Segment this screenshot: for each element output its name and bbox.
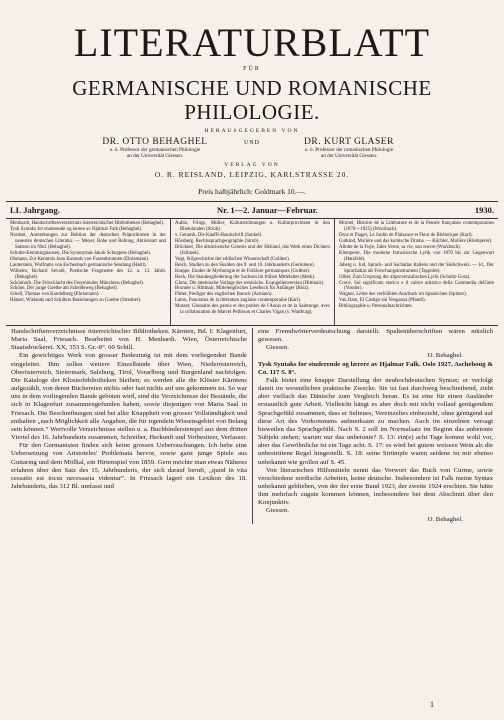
article-column-right [252,328,498,524]
toc-entry: Brückner, Die altsächsische Genesis und der Heliand, das Werk eines Dichters (Jellinek). [174,244,330,256]
publisher: O. R. REISLAND, LEIPZIG, KARLSTRASSE 20. [154,170,350,179]
toc-column-3 [334,219,498,325]
edited-by-label: HERAUSGEGEBEN VON [204,128,300,134]
toc-entry: Wagner, Lehre des verblühten Ausdruck im Spanischen (Spitzer). [338,292,467,298]
toc-column-1 [6,219,170,325]
toc-entry: Schöne, Der junge Goethe am Scheideweg (Behaghel). [10,286,118,292]
journal-page [6,0,498,720]
editor-right-name: DR. KURT GLASER [304,137,394,147]
editor-left [80,137,230,159]
toc-entry: Krappe, Etudes de Mythologie et de Folklore germaniques (Golther). [174,268,311,274]
article-column-left [6,328,252,524]
divider [6,325,498,326]
toc-entry: Bibliographie u. Personalnachrichten. [338,304,413,310]
title-connector: FÜR [243,66,261,72]
issue-number: Nr. 1—2. Januar—Februar. [217,205,318,215]
toc-entry: Olliet, Zum Ursprung der altprovenzalischen Lyrik (Schultz-Gora). [338,274,471,280]
paragraph: Für den Germanisten finden sich keine grossen Ueberraschungen. Ich hebe eine Uebersetzung von Aristoteles' Problemata hervor, sowie ganz junge Spiele aus Guttaring und dem Mölltal, ein Hirtenspiel von 1859. Gern möchte man etwas Näheres erfahren über den Satz des 15. Jahrhunderts, der sich darauf beruft, „quod in vita cessatio est iocus necessaria videntur“. In Friesach lagert ein Lexikon des 18. Jahrhunderts, das 312 Bl. umfasst und [11,442,247,490]
toc-entry: Schönbach, Die Fröschlacht des Freymondes Münchens (Behaghel). [10,280,144,286]
toc-entry: Jaberg u. Jud, Sprach- und Sachatlas Italiens und der Südschweiz. — Id., Der Sprachatlas als Forschungsinstrument (Tappolet). [338,262,494,274]
volume: LI. Jahrgang. [10,205,60,215]
article-body [6,328,498,524]
toc-entry: Schulte-Kemminghausen, Die Synonymat-Jakob Schoppers (Behaghel). [10,250,152,256]
issue-line [6,202,498,218]
toc-entry: Vogt, Stilgeschichte der eddischen Wissenschaft (Golther). [174,256,290,262]
place-line: Giessen. [266,507,290,515]
toc-entry: Aubin, Frings, Müller, Kulturströmungen u. Kulturprovinzen in den Rheinlanden (Strob). [174,221,330,232]
toc-column-2 [170,219,334,325]
editor-right [274,137,424,159]
issue-year: 1930. [474,205,494,215]
toc-entry: Schell, Thomas von Kandelberg (Ehrismann). [10,292,100,298]
toc-entry: Rössberg, Rechtssprachgeographie (Strob). [174,238,260,244]
page-number: 1 [430,700,434,709]
toc-entry: Droz et Piaget, Le Jardin de Plaisance et Fleur de Rhétorique (Karl). [338,232,473,238]
editor-left-desc-1: o. ö. Professor der germanischen Philologie [109,147,201,153]
toc-entry: Klemperer, Die moderne französische Lyrik von 1870 bis zur Gegenwart (Hatzfeld). [338,250,494,262]
editor-right-desc-2: an der Universität Giessen. [320,153,378,159]
toc-entry: Laton, Panorama de la littérature anglaise contemporaine (Karl). [174,298,302,304]
toc-entry: Brunner u. Hittmair, Mittelenglisches Lesebuch für Anfänger (Binz). [174,286,310,292]
toc-entry: Tysk Syntaks for studerende og lærere av Hjalmar Falk (Behaghel). [10,226,143,232]
journal-title: LITERATURBLATT [73,20,431,65]
toc-entry: Lauterstein, Wolframs von Eschenbach germanische Sendung (Hartl). [10,262,147,268]
signature: O. Behaghel. [427,352,463,360]
toc-entry: v. Geramb, Die Knaffl-Handschrift (Sankel). [174,232,263,238]
editor-left-name: DR. OTTO BEHAGHEL [102,137,208,147]
toc-entry: Ohmann, Zur Kenntnis Jean Konrads von Fussenbrunnen (Ehrismann). [10,256,150,262]
toc-entry: Wilhelm, Richard Sevald, Poetische Fragmente des 12. u. 13. Jahrh. (Behaghel). [10,268,166,280]
toc-entry: Pütter, Prediger des englischen Barock (Asmann). [174,292,273,298]
toc-entry: Nordset, Anmerkungen zur Rektion der deutschen Präpositionen in der neuesten deutschen Literatur. — Meyer, Rohe und Rohung, Aktionsart und Satzton im Nhd. (Behaghel). [10,232,166,250]
toc-entry: Allotte de la Fuÿe, Jules Verne, sa vie, son œuvre (Wurzbach). [338,244,461,250]
review-heading: Tysk Syntaks for studerende og lærere av Hjalmar Falk. Oslo 1927, Aschehoug & Co. 117 S. 8°. [258,360,493,376]
toc-entry: Hänsel, Wielands und Schillers Beziehungen zu Goethe (Streuber). [10,298,142,304]
paragraph: Ein gewichtiges Werk von grosser Bedeutung ist mit dem vorliegenden Bande eingeleitet. Ihm sollen weitere Einzelbände über Wien, Niederösterreich, Oberösterreich, Steiermark, Salzburg, Tirol, Vorarlberg und Burgenland nachfolgen. Die Kataloge der Klosterbibliotheken bleiben; es werden alle die Klöster Kärntens aufgezählt, von deren Büchereien nichts oder fast nichts auf uns gekommen ist. So war uns in dem vorliegenden Bande geboten wird, sind die Verzeichnisse der Bestände, die sich in Klagenfurt zusammengefunden haben, sowie diejenigen von Maria Saal in Friesach. Die Beschreibungen sind bei aller Knappheit von grosser Vollständigkeit und enthalten „nach Möglichkeit alle Angaben, die für irgendein Wissensgebiet von Belang sein können.“ Wertvolle Verzeichnisse stellen u. a. Buchbinderstempel aus dem dritten Viertel des 16. Jahrhunderts zusammen, Schreiber, Herkunft und Vorbesitzer, Verfasser. [11,352,247,442]
place-line: Giessen. [266,344,290,352]
toc-entry: Van Dam, El Castigo sin Venganza (Pfandl). [338,298,426,304]
publisher-label: VERLAG VON [224,162,280,168]
toc-entry: Musset, Glossaire des patois et des parlers de l'Aunis et de la Saintonge, avec la collaboration de Marcel Pellisson et Charles Vigan (v. Wartburg). [174,304,330,316]
journal-subtitle: GERMANISCHE UND ROMANISCHE PHILOLOGIE. [72,76,432,124]
review-heading: Handschriftenverzeichnisse österreichischer Bibliotheken. Kärnten, Bd. I: Klagenfurt, Maria Saal, Friesach. Bearbeitet von H. Menhardt. Wien, Österreichische Staatsdruckerei. XX, 353 S. Gr.-8°. 60 Schill. [11,328,247,352]
table-of-contents [6,219,498,325]
paragraph: Falk bietet eine knappe Darstellung der neuhochdeutschen Syntax; er verfolgt damit im wesentlichen praktische Zwecke. Sie ist fast durchweg beschreibend, zieht aber vielfach das Dänische zum Vergleich heran. Es ist eine für einen Ausländer erstaunlich gute Arbeit. Vielleicht hängt es aber doch mit nicht vollauf genügendem Sprachgefühl zusammen, dass er Seltenes, Vereinzeltes einbezieht, ohne genügend auf diese Art des Vorkommens aufmerksam zu machen. Auch im einzelnen versagt bisweilen das Sprachgefühl. Nach S. 2 soll im Normalsatz im Beginn das unbetonte Subjekt stehen; warum nur das unbetonte? S. 13: ein(e) acht Tage kommt wohl vor, aber das Gewöhnliche ist ein Tage acht. S. 17: es wird bei gutem weissen Wein als die unbestrittene Regel hingestellt. S. 18: seine Strümpfe waren seidene ist mir ebenso unbekannt wie grollen auf S. 45. [258,376,493,466]
toc-entry: Heck, Die Standesgliederung der Sachsen im frühen Mittelalter (Merk). [174,274,316,280]
editor-right-desc-1: o. ö. Professor der romanischen Philologie [304,147,394,153]
signature: O. Behaghel. [427,515,463,523]
editors [6,137,498,159]
price: Preis halbjährlich: Goldmark 10.—. [198,187,306,196]
paragraph: Von literarischen Hilfsmitteln nennt das Vorwort das Buch von Curme, sowie verschiedene nordische Arbeiten, keine deutsche. Insbesondere ist Falk meine Syntax unbekannt geblieben, von der der erste Band 1923, der zweite 1924 erschien. Sie hätte ihm mehrfach zugute kommen können, insbesondere bei dem Abschnitt über den Konjunktiv. [258,466,493,507]
toc-entry: Reich, Studien zu den Skalden des 9. und 10. Jahrhunderts (Gerinmen). [174,262,315,268]
toc-entry: Mornet, Histoire de la Littérature et de la Pensée françaises contemporaines (1870—1925) (Wurzbach). [338,221,494,232]
toc-entry: Menhardt, Handschriftenverzeichnis österreichischer Bibliotheken (Behaghel). [10,221,165,226]
masthead [6,22,498,196]
editors-and: UND [244,140,260,146]
paragraph: eine Fremdwörterverdeutschung darstellt. Spaltenüberschriften wären nützlich gewesen. [258,328,493,344]
editor-left-desc-2: an der Universität Giessen. [126,153,184,159]
toc-entry: Gutkind, Molière und das komische Drama. — Küchler, Molière (Klemperer). [338,238,493,244]
toc-entry: Glunz, Die lateinische Vorlage der westsächs. Evangelienversion (Hittmair). [174,280,325,286]
toc-entry: Croce, Sul significato storico e il valore artistico della Commedia dell'arte (Vossler). [338,280,494,292]
